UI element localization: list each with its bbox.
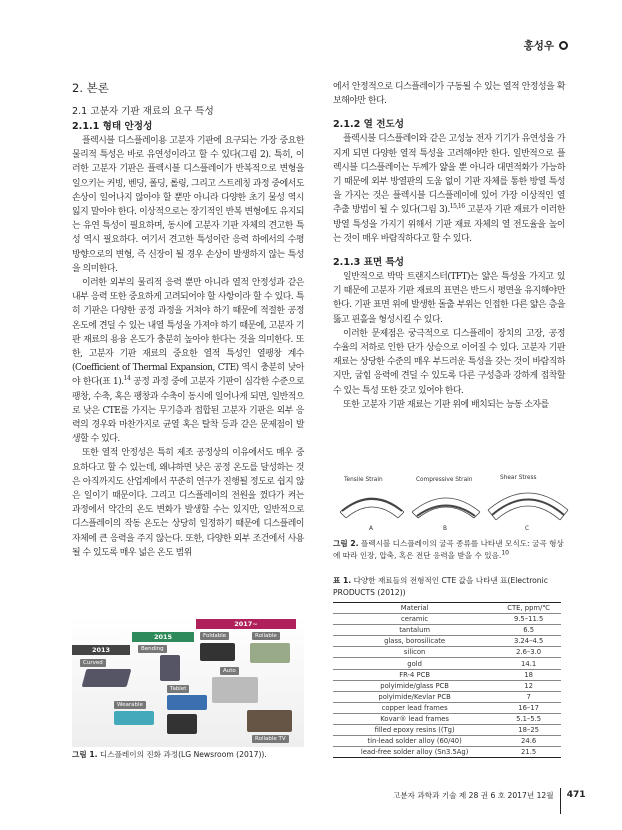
stage-2017: 2017~ bbox=[196, 619, 296, 629]
cte-cell: 14.1 bbox=[496, 658, 561, 669]
cte-cell: 24.6 bbox=[496, 736, 561, 747]
material-cell: silicon bbox=[333, 647, 496, 658]
page-footer bbox=[393, 776, 586, 814]
material-cell: polyimide/Kevlar PCB bbox=[333, 691, 496, 702]
cte-cell: 5.1–5.5 bbox=[496, 713, 561, 724]
material-cell: tantalum bbox=[333, 625, 496, 636]
material-cell: copper lead frames bbox=[333, 702, 496, 713]
table-row bbox=[333, 636, 561, 647]
journal-info: 고분자 과학과 기술 제 28 권 6 호 2017년 12월 bbox=[393, 790, 554, 800]
table-1-caption bbox=[333, 575, 568, 599]
material-cell: lead-free solder alloy (Sn3.5Ag) bbox=[333, 747, 496, 758]
material-cell: gold bbox=[333, 658, 496, 669]
label-c: C bbox=[525, 526, 530, 532]
tag-curved: Curved bbox=[80, 659, 106, 667]
subsubsection-heading-shape-stability: 2.1.1 형태 안정성 bbox=[72, 121, 153, 132]
table-row bbox=[333, 747, 561, 758]
reference: 15,16 bbox=[449, 203, 465, 211]
arc-a-inner bbox=[346, 507, 398, 518]
cte-cell: 18–25 bbox=[496, 725, 561, 736]
cte-cell: 12 bbox=[496, 680, 561, 691]
cte-cell: 9.5–11.5 bbox=[496, 614, 561, 625]
caption-text: 다양한 재료들의 전형적인 CTE 값을 나타낸 표(Electronic PRODUCTS (2012)) bbox=[333, 576, 548, 597]
label-shear: Shear Stress bbox=[500, 475, 537, 481]
cte-cell: 21.5 bbox=[496, 747, 561, 758]
figure-2-bending-types bbox=[330, 474, 570, 536]
table-row bbox=[333, 647, 561, 658]
running-header-author bbox=[524, 38, 568, 53]
left-column bbox=[72, 80, 304, 560]
auto-image bbox=[212, 677, 258, 703]
caption-label: 표 1. bbox=[333, 576, 352, 585]
caption-text: 디스플레이의 진화 과정(LG Newsroom (2017)). bbox=[97, 750, 267, 759]
caption-label: 그림 1. bbox=[72, 750, 98, 759]
foldable-image bbox=[200, 643, 235, 661]
cte-cell: 2.6–3.0 bbox=[496, 647, 561, 658]
bending-phone-image bbox=[160, 655, 180, 681]
table-row bbox=[333, 625, 561, 636]
stage-2015: 2015 bbox=[132, 632, 194, 642]
bending-diagram bbox=[330, 474, 570, 536]
cte-cell: 7 bbox=[496, 691, 561, 702]
tag-bending: Bending bbox=[138, 645, 167, 653]
paragraph bbox=[72, 276, 304, 446]
text: 공정 과정 중에 고분자 기판이 심각한 수준으로 팽창, 수축, 혹은 팽창과 수축이 동시에 일어나게 되면, 일반적으로 낮은 CTE를 가지는 무기층과 접합된 고분자 기판은 외부 응력의 경우와 마찬가지로 균열 혹은 탈착 등과 같은 문제점이 발생할 수 있다. bbox=[72, 377, 304, 445]
label-b: B bbox=[443, 526, 447, 532]
paragraph: 에서 안정적으로 디스플레이가 구동될 수 있는 열적 안정성을 확보해야만 한다. bbox=[333, 82, 565, 107]
header-cte: CTE, ppm/℃ bbox=[496, 603, 561, 614]
paragraph: 이러한 문제점은 궁극적으로 디스플레이 장치의 고장, 공정 수율의 저하로 인한 단가 상승으로 이어질 수 있다. 고분자 기판 재료는 상당한 수준의 매우 부드러운 특성을 갖는 것이 바람직하지만, 굽힘 응력에 견딜 수 있도록 다른 구성층과 강하게 접착할 수 있는 특성 또한 갖고 있어야 한다. bbox=[333, 328, 565, 396]
text: 플렉시블 디스플레이와 같은 고성능 전자 기기가 유연성을 가지게 되면 다양한 열적 특성을 고려해야만 한다. 일반적으로 플렉시블 디스플레이는 두께가 얇을 뿐 아니라 대면적화가 가능하기 때문에 외부 방열판의 도움 없이 기판 자체를 통한 방열 특성을 가지는 것은 플렉시블 디스플레이에 있어 가장 이상적인 열 추출 방법이 될 수 있다(그림 3). bbox=[333, 134, 565, 216]
material-cell: FR-4 PCB bbox=[333, 669, 496, 680]
tablet-image bbox=[167, 695, 207, 710]
page-number: 471 bbox=[566, 790, 586, 800]
table-row bbox=[333, 702, 561, 713]
material-cell: filled epoxy resins ((Tg) bbox=[333, 725, 496, 736]
table-header-row bbox=[333, 603, 561, 614]
label-compressive: Compressive Strain bbox=[416, 477, 473, 483]
tag-wearable: Wearable bbox=[114, 701, 146, 709]
paragraph: 플렉시블 디스플레이용 고분자 기판에 요구되는 가장 중요한 물리적 특성은 바로 유연성이라고 할 수 있다(그림 2). 특히, 이러한 고분자 기판은 플렉시블 디스플레이가 반복적으로 변형을 일으키는 커빙, 벤딩, 폴딩, 롤링, 그리고 스트레칭 과정 중에서도 손상이 일어나지 않아야 할 뿐만 아니라 다양한 초기 물성 역시 잃지 말아야 한다. 이상적으로는 장기적인 반복 변형에도 유지되는 유연 특성이 필요하며, 동시에 고분자 기판 자체의 견고한 특성 역시 필요하다. 여기서 견고한 특성이란 응력 하에서의 수평 방향으로의 변형, 즉 신장이 될 경우 손상이 발생하지 않는 특성을 의미한다. bbox=[72, 136, 304, 274]
subsubsection-heading-thermal-conductivity: 2.1.2 열 전도성 bbox=[333, 119, 405, 131]
table-row bbox=[333, 713, 561, 724]
paragraph: 일반적으로 박막 트랜지스터(TFT)는 얇은 특성을 가지고 있기 때문에 고분자 기판 재료의 표면은 반드시 평면을 유지해야만 한다. 기판 표면 위에 발생한 돌출 부위는 인접한 다른 얇은 층을 뚫고 핀홀을 형성시킬 수 있다. bbox=[333, 272, 565, 325]
paragraph: 또한 고분자 기판 재료는 기판 위에 배치되는 능동 소자를 bbox=[343, 399, 549, 410]
author-name: 홍성우 bbox=[523, 40, 554, 52]
table-row bbox=[333, 736, 561, 747]
phones-image bbox=[167, 714, 197, 734]
text: 이러한 외부의 물리적 응력 뿐만 아니라 열적 안정성과 같은 내부 응력 또한 중요하게 고려되어야 할 사항이라 할 수 있다. 특히 기판은 다양한 공정 과정을 거쳐야 하기 때문에 적절한 공정 온도에 견딜 수 있는 내열 특성을 가져야 하기 때문에, 고분자 기판 재료의 용융 온도가 충분히 높아야 한다는 것을 의미한다. 또한, 고분자 기판 재료의 중요한 열적 특성인 열팽창 계수(Coefficient of Thermal Expansion, CTE) 역시 충분히 낮아야 한다(표 1). bbox=[72, 278, 304, 388]
section-heading: 2. 본론 bbox=[72, 81, 109, 95]
rollable-tv-image bbox=[247, 710, 292, 732]
table-row bbox=[333, 691, 561, 702]
table-row bbox=[333, 658, 561, 669]
material-cell: polyimide/glass PCB bbox=[333, 680, 496, 691]
rollable-image bbox=[250, 643, 290, 663]
material-cell: tin-lead solder alloy (60/40) bbox=[333, 736, 496, 747]
right-column bbox=[333, 80, 565, 412]
subsubsection-heading-surface: 2.1.3 표면 특성 bbox=[333, 257, 405, 269]
cte-cell: 6.5 bbox=[496, 625, 561, 636]
curved-phone-image bbox=[82, 669, 132, 687]
table-row bbox=[333, 614, 561, 625]
tag-rollable: Rollable bbox=[252, 632, 280, 640]
material-cell: ceramic bbox=[333, 614, 496, 625]
circle-icon bbox=[559, 41, 568, 50]
table-row bbox=[333, 669, 561, 680]
cte-table bbox=[333, 602, 561, 758]
table-row bbox=[333, 680, 561, 691]
figure-1-caption bbox=[72, 749, 312, 761]
caption-text: 플렉시블 디스플레이의 굴곡 종류를 나타낸 모식도: 굴곡 형상에 따라 인장, 압축, 혹은 전단 응력을 받을 수 있음. bbox=[333, 539, 564, 560]
figure-1-display-evolution bbox=[72, 617, 304, 747]
figure-2-caption bbox=[333, 538, 568, 562]
reference: 14 bbox=[123, 375, 131, 383]
cte-cell: 16–17 bbox=[496, 702, 561, 713]
paragraph: 또한 열적 안정성은 특히 제조 공정상의 이유에서도 매우 중요하다고 할 수 있는데, 왜냐하면 낮은 공정 온도를 달성하는 것은 아직까지도 산업계에서 꾸준히 연구가 진행될 정도로 쉽지 않은 일이기 때문이다. 그리고 디스플레이의 전원을 껐다가 켜는 과정에서 약간의 온도 변화가 발생할 수는 있지만, 일반적으로 디스플레이의 작동 온도는 상당히 일정하기 때문에 디스플레이 자체에 큰 응력을 주지 않는다. 또한, 다양한 외부 조건에서 사용될 수 있도록 매우 넓은 온도 범위 bbox=[72, 448, 304, 558]
label-tensile: Tensile Strain bbox=[344, 477, 383, 483]
tag-tablet: Tablet bbox=[167, 685, 189, 693]
subsection-heading: 2.1 고분자 기판 재료의 요구 특성 bbox=[72, 106, 214, 117]
tag-auto: Auto bbox=[220, 667, 239, 675]
caption-label: 그림 2. bbox=[333, 539, 359, 548]
header-material: Material bbox=[333, 603, 496, 614]
paragraph bbox=[333, 132, 565, 246]
table-row bbox=[333, 725, 561, 736]
material-cell: Kovar® lead frames bbox=[333, 713, 496, 724]
tag-rollable-tv: Rollable TV bbox=[252, 735, 289, 743]
reference: 10 bbox=[501, 549, 509, 557]
label-a: A bbox=[369, 526, 373, 532]
cte-cell: 3.24–4.5 bbox=[496, 636, 561, 647]
divider bbox=[560, 788, 561, 814]
stage-2013: 2013 bbox=[72, 645, 130, 655]
material-cell: glass, borosilicate bbox=[333, 636, 496, 647]
cte-cell: 18 bbox=[496, 669, 561, 680]
tag-foldable: Foldable bbox=[200, 632, 229, 640]
text: 고분자 기판 재료가 이러한 방열 특성을 가지기 위해서 기판 재료 자체의 열 전도율을 높이는 것이 매우 바람직하다고 할 수 있다. bbox=[333, 205, 565, 244]
wearable-image bbox=[114, 711, 154, 725]
